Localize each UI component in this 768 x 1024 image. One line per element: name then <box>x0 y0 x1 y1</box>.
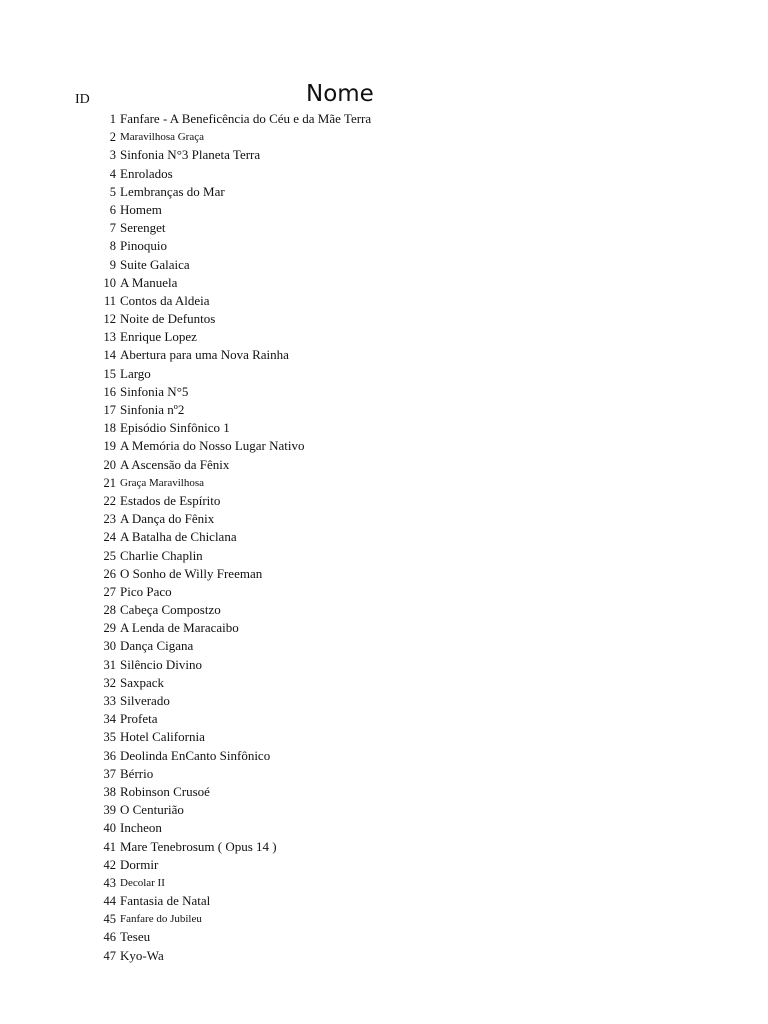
row-id: 8 <box>109 239 116 254</box>
row-name: Pico Paco <box>120 583 172 599</box>
row-name: Saxpack <box>120 674 165 690</box>
row-name: Fantasia de Natal <box>120 893 211 909</box>
row-name: Pinoquio <box>120 238 167 254</box>
row-name: Cabeça Compostzo <box>120 602 221 618</box>
table-row <box>0 783 768 801</box>
table-row <box>0 747 768 765</box>
row-id: 30 <box>103 639 116 654</box>
row-id: 34 <box>103 712 116 727</box>
row-id: 33 <box>103 694 116 708</box>
row-id: 23 <box>103 512 116 527</box>
table-row <box>0 510 768 528</box>
table-row <box>0 528 768 546</box>
row-id: 25 <box>103 548 116 563</box>
row-id: 16 <box>103 384 116 399</box>
row-name: Deolinda EnCanto Sinfônico <box>120 747 271 763</box>
table-row <box>0 474 768 492</box>
row-id: 21 <box>103 475 116 490</box>
row-name: Dormir <box>120 856 159 872</box>
row-id: 28 <box>103 603 116 618</box>
table-body <box>0 110 768 965</box>
table-row <box>0 765 768 783</box>
row-name: Incheon <box>120 820 162 836</box>
row-name: Contos da Aldeia <box>120 292 210 308</box>
table-row <box>0 110 768 128</box>
row-name: Robinson Crusoé <box>120 783 210 799</box>
row-id: 11 <box>103 293 116 308</box>
row-id: 31 <box>103 657 116 672</box>
row-name: Decolar II <box>120 876 165 889</box>
row-name: Sinfonia N°5 <box>120 383 189 399</box>
row-id: 17 <box>103 403 116 417</box>
table-row <box>0 219 768 237</box>
row-id: 37 <box>103 766 116 781</box>
row-name: Abertura para uma Nova Rainha <box>120 347 289 363</box>
row-id: 41 <box>103 839 116 854</box>
row-name: Homem <box>120 201 162 217</box>
row-id: 19 <box>103 439 116 454</box>
row-id: 43 <box>103 875 116 890</box>
table-row <box>0 637 768 655</box>
row-id: 20 <box>103 457 116 472</box>
row-name: Silêncio Divino <box>120 656 202 672</box>
table-row <box>0 292 768 310</box>
row-name: Mare Tenebrosum ( Opus 14 ) <box>120 838 277 854</box>
table-row <box>0 547 768 565</box>
table-row <box>0 256 768 274</box>
row-name: A Manuela <box>120 274 178 290</box>
table-row <box>0 656 768 674</box>
row-id: 9 <box>109 257 116 272</box>
table-row <box>0 619 768 637</box>
row-name: Graça Maravilhosa <box>120 476 204 489</box>
row-id: 22 <box>103 493 116 508</box>
row-id: 26 <box>103 566 116 581</box>
table-row <box>0 401 768 419</box>
table-row <box>0 310 768 328</box>
row-name: Sinfonia N°3 Planeta Terra <box>120 147 261 163</box>
row-name: Fanfare do Jubileu <box>120 913 202 926</box>
table-row <box>0 165 768 183</box>
table-row <box>0 801 768 819</box>
table-row <box>0 437 768 455</box>
row-id: 24 <box>103 530 116 545</box>
table-row <box>0 183 768 201</box>
row-name: Dança Cigana <box>120 638 194 654</box>
row-name: A Memória do Nosso Lugar Nativo <box>120 438 305 454</box>
row-id: 39 <box>103 803 116 818</box>
table-row <box>0 874 768 892</box>
row-id: 46 <box>103 930 116 945</box>
row-id: 29 <box>103 621 116 636</box>
row-name: Kyo-Wa <box>120 947 164 963</box>
row-id: 18 <box>103 421 116 436</box>
row-id: 38 <box>103 784 116 799</box>
row-id: 1 <box>109 112 116 126</box>
row-id: 10 <box>103 275 116 290</box>
table-row <box>0 237 768 255</box>
table-row <box>0 383 768 401</box>
table-row <box>0 692 768 710</box>
table-row <box>0 838 768 856</box>
table-row <box>0 910 768 928</box>
table-row <box>0 346 768 364</box>
row-name: A Lenda de Maracaibo <box>120 620 239 636</box>
table-row <box>0 492 768 510</box>
row-id: 4 <box>109 166 116 181</box>
nome-column-header: Nome <box>306 81 374 107</box>
row-name: Charlie Chaplin <box>120 547 203 563</box>
row-name: Fanfare - A Beneficência do Céu e da Mãe Terra <box>120 111 372 126</box>
row-name: Enrique Lopez <box>120 329 197 345</box>
row-name: Silverado <box>120 693 170 708</box>
table-row <box>0 710 768 728</box>
table-row <box>0 819 768 837</box>
row-id: 14 <box>103 348 116 363</box>
row-id: 13 <box>103 330 116 345</box>
row-name: A Batalha de Chiclana <box>120 529 237 545</box>
table-row <box>0 583 768 601</box>
row-name: Suite Galaica <box>120 256 190 272</box>
table-row <box>0 728 768 746</box>
row-name: Noite de Defuntos <box>120 311 216 327</box>
row-name: A Dança do Fênix <box>120 511 215 527</box>
row-name: Enrolados <box>120 165 173 181</box>
table-row <box>0 928 768 946</box>
row-name: A Ascensão da Fênix <box>120 456 230 472</box>
row-id: 36 <box>103 748 116 763</box>
row-id: 15 <box>103 366 116 381</box>
row-name: Serenget <box>120 220 166 236</box>
row-name: Estados de Espírito <box>120 492 221 508</box>
row-id: 42 <box>103 857 116 872</box>
table-row <box>0 947 768 965</box>
row-id: 6 <box>109 202 116 217</box>
row-id: 7 <box>109 221 116 236</box>
table-row <box>0 128 768 146</box>
row-id: 2 <box>109 130 116 145</box>
row-id: 12 <box>103 312 116 327</box>
row-id: 3 <box>109 148 116 163</box>
row-id: 32 <box>103 675 116 690</box>
row-name: O Sonho de Willy Freeman <box>120 565 263 581</box>
table-row <box>0 601 768 619</box>
table-row <box>0 456 768 474</box>
row-name: Teseu <box>120 929 151 945</box>
row-id: 35 <box>103 730 116 745</box>
row-name: Sinfonia nº2 <box>120 402 185 417</box>
row-name: Hotel California <box>120 729 205 745</box>
table-row <box>0 892 768 910</box>
table-row <box>0 419 768 437</box>
row-name: Bérrio <box>120 765 154 781</box>
row-id: 27 <box>103 584 116 599</box>
row-id: 47 <box>103 948 116 963</box>
table-row <box>0 365 768 383</box>
table-row <box>0 201 768 219</box>
row-name: Episódio Sinfônico 1 <box>120 420 230 436</box>
row-name: O Centurião <box>120 802 184 818</box>
row-name: Largo <box>120 365 151 381</box>
row-name: Profeta <box>120 711 158 727</box>
table-row <box>0 565 768 583</box>
id-column-header: ID <box>75 92 90 107</box>
table-row <box>0 146 768 164</box>
row-name: Maravilhosa Graça <box>120 131 204 144</box>
row-name: Lembranças do Mar <box>120 183 225 199</box>
row-id: 45 <box>103 912 116 927</box>
table-row <box>0 674 768 692</box>
row-id: 40 <box>103 821 116 836</box>
table-row <box>0 328 768 346</box>
table-row <box>0 274 768 292</box>
row-id: 5 <box>109 184 116 199</box>
table-row <box>0 856 768 874</box>
row-id: 44 <box>103 894 116 909</box>
